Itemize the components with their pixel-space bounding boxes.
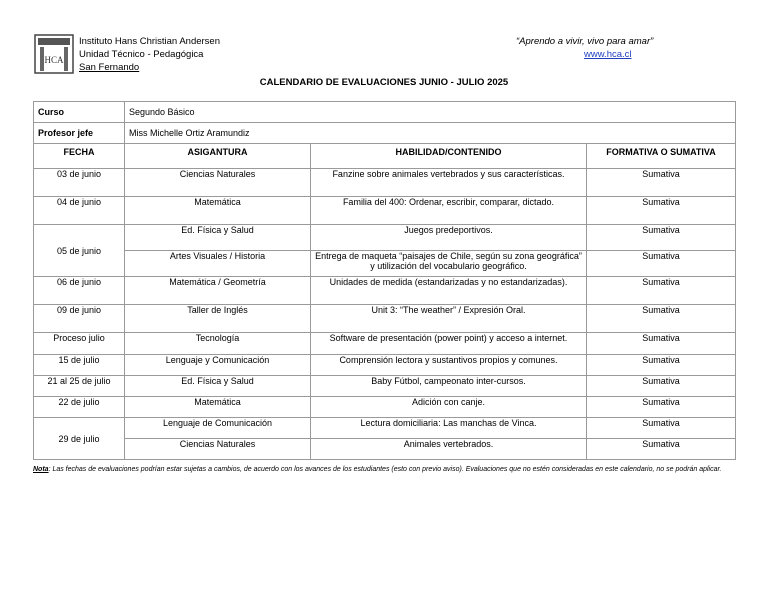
cell-tipo: Sumativa [587,418,736,439]
cell-fecha: 15 de julio [34,355,125,376]
cell-contenido: Animales vertebrados. [311,439,587,460]
teacher-label: Profesor jefe [34,123,125,144]
cell-fecha: 05 de junio [34,225,125,277]
teacher-value: Miss Michelle Ortiz Aramundiz [125,123,736,144]
cell-tipo: Sumativa [587,225,736,251]
column-header-fecha: FECHA [34,144,125,169]
note-label: Nota [33,466,49,473]
table-header-row [34,144,736,169]
evaluation-calendar-table [33,101,736,460]
svg-text:HCA: HCA [44,55,64,65]
cell-contenido: Unit 3: “The weather” / Expresión Oral. [311,305,587,333]
footnote [33,465,738,475]
school-logo [34,34,74,74]
cell-contenido: Software de presentación (power point) y acceso a internet. [311,333,587,355]
teacher-row [34,123,736,144]
table-row [34,376,736,397]
cell-asignatura: Lenguaje y Comunicación [125,355,311,376]
cell-contenido: Baby Fútbol, campeonato inter-cursos. [311,376,587,397]
school-motto: “Aprendo a vivir, vivo para amar” [516,36,654,47]
cell-fecha: 29 de julio [34,418,125,460]
cell-contenido: Unidades de medida (estandarizadas y no estandarizadas). [311,277,587,305]
cell-asignatura: Ed. Física y Salud [125,376,311,397]
table-row [34,251,736,277]
table-row [34,418,736,439]
column-header-tipo: FORMATIVA O SUMATIVA [587,144,736,169]
cell-fecha: Proceso julio [34,333,125,355]
institution-name: Instituto Hans Christian Andersen [79,36,220,47]
table-row [34,333,736,355]
course-row [34,102,736,123]
table-row [34,355,736,376]
cell-tipo: Sumativa [587,305,736,333]
cell-tipo: Sumativa [587,251,736,277]
cell-asignatura: Lenguaje de Comunicación [125,418,311,439]
course-value: Segundo Básico [125,102,736,123]
note-text: : Las fechas de evaluaciones podrían estar sujetas a cambios, de acuerdo con los avances de los estudiantes (esto con previo aviso). Evaluaciones que no estén consideradas en este calendario, no se podrán aplicar. [48,466,722,473]
cell-fecha: 22 de julio [34,397,125,418]
website-link[interactable]: www.hca.cl [584,49,632,60]
cell-contenido: Lectura domiciliaria: Las manchas de Vinca. [311,418,587,439]
cell-asignatura: Tecnología [125,333,311,355]
unit-name: Unidad Técnico - Pedagógica [79,49,204,60]
cell-fecha: 09 de junio [34,305,125,333]
cell-asignatura: Matemática / Geometría [125,277,311,305]
city-name: San Fernando [79,62,140,73]
cell-contenido: Fanzine sobre animales vertebrados y sus características. [311,169,587,197]
column-header-asignatura: ASIGANTURA [125,144,311,169]
institution-block [79,35,220,74]
table-row [34,397,736,418]
cell-asignatura: Artes Visuales / Historia [125,251,311,277]
cell-tipo: Sumativa [587,397,736,418]
course-label: Curso [34,102,125,123]
cell-asignatura: Ciencias Naturales [125,169,311,197]
table-row [34,277,736,305]
cell-fecha: 03 de junio [34,169,125,197]
cell-tipo: Sumativa [587,169,736,197]
cell-asignatura: Matemática [125,197,311,225]
cell-contenido: Juegos predeportivos. [311,225,587,251]
cell-tipo: Sumativa [587,376,736,397]
table-row [34,169,736,197]
page-title: CALENDARIO DE EVALUACIONES JUNIO - JULIO 2025 [259,77,509,88]
cell-contenido: Familia del 400: Ordenar, escribir, comparar, dictado. [311,197,587,225]
cell-fecha: 06 de junio [34,277,125,305]
cell-tipo: Sumativa [587,277,736,305]
cell-asignatura: Taller de Inglés [125,305,311,333]
cell-tipo: Sumativa [587,197,736,225]
cell-contenido: Comprensión lectora y sustantivos propios y comunes. [311,355,587,376]
cell-tipo: Sumativa [587,439,736,460]
table-row [34,305,736,333]
cell-fecha: 04 de junio [34,197,125,225]
column-header-contenido: HABILIDAD/CONTENIDO [311,144,587,169]
cell-tipo: Sumativa [587,333,736,355]
cell-asignatura: Ed. Física y Salud [125,225,311,251]
table-row [34,197,736,225]
cell-contenido: Adición con canje. [311,397,587,418]
cell-asignatura: Ciencias Naturales [125,439,311,460]
cell-contenido: Entrega de maqueta “paisajes de Chile, según su zona geográfica” y utilización del vocabulario geográfico. [311,251,587,277]
cell-fecha: 21 al 25 de julio [34,376,125,397]
table-row [34,439,736,460]
cell-tipo: Sumativa [587,355,736,376]
cell-asignatura: Matemática [125,397,311,418]
table-row [34,225,736,251]
